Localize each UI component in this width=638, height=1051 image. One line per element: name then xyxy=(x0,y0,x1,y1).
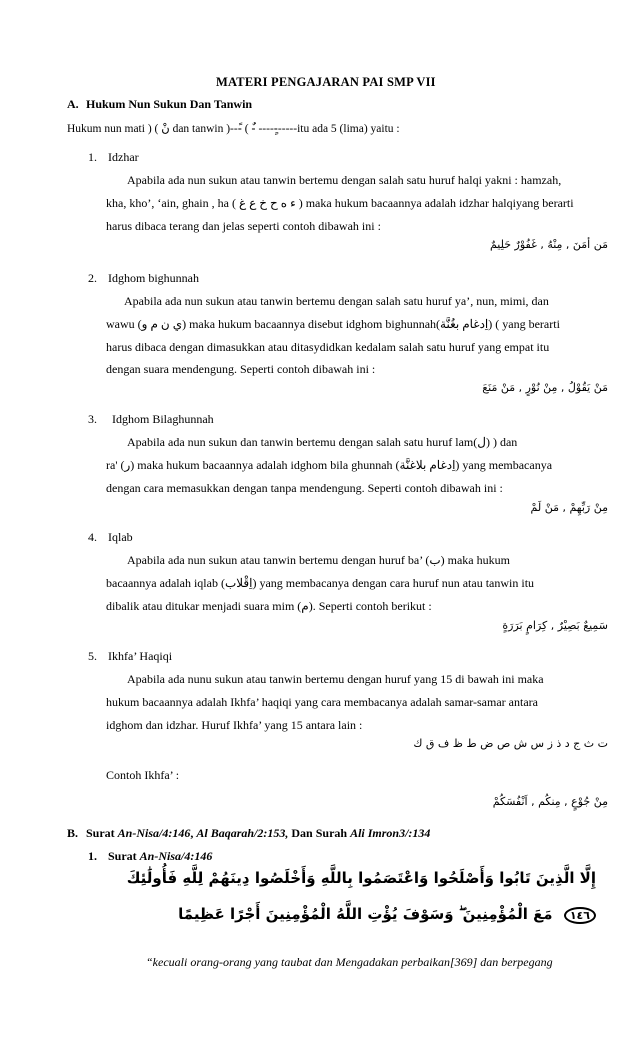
subsection-heading-ref: An-Nisa/4:146 xyxy=(139,849,213,863)
item-1-line-2: kha, kho’, ‘ain, ghain , ha ( ء ه ح خ ع غ ) maka hukum bacaannya adalah idzhar halqiyang berarti xyxy=(106,196,574,210)
item-5-line-3: idghom dan idzhar. Huruf Ikhfa’ yang 15 antara lain : xyxy=(106,718,363,732)
item-3-line-2: ra' (ر) maka hukum bacaannya adalah idghom bila ghunnah (اِدغام بلاغنَّة) yang membacanya xyxy=(106,458,553,472)
verse-translation: “kecuali orang-orang yang taubat dan Mengadakan perbaikan[369] dan berpegang xyxy=(146,955,553,969)
section-a-intro: Hukum nun mati ) ( نْ dan tanwin )---ً ( -ٌ -----ٍ-----itu ada 5 (lima) yaitu : xyxy=(67,123,400,135)
quran-verse-calligraphy xyxy=(96,867,596,943)
item-4-line-3: dibalik atau ditukar menjadi suara mim (م). Seperti contoh berikut : xyxy=(106,599,432,613)
section-b-label: B. xyxy=(67,826,79,840)
item-1-title: Idzhar xyxy=(108,150,139,164)
item-4-line-2: bacaannya adalah iqlab (اِقْلاب) yang membacanya dengan cara huruf nun atau tanwin itu xyxy=(106,576,535,590)
section-b-heading-prefix: Surat xyxy=(86,826,118,840)
item-3-line-1: Apabila ada nun sukun dan tanwin bertemu dengan salah satu huruf lam(ل) ) dan xyxy=(127,435,518,449)
item-4-number: 4. xyxy=(88,530,97,544)
item-4-title: Iqlab xyxy=(108,530,133,544)
item-3-example: مِنْ رَبِّهِمْ , مَنْ لَمْ xyxy=(530,501,608,514)
section-b-heading xyxy=(86,826,430,841)
item-1-line-3: harus dibaca terang dan jelas seperti contoh dibawah ini : xyxy=(106,219,381,233)
section-a-heading: Hukum Nun Sukun Dan Tanwin xyxy=(86,97,253,111)
verse-number-marker: ١٤٦ xyxy=(564,907,596,924)
section-b-heading-sep-2: Dan Surah xyxy=(288,826,351,840)
subsection-number: 1. xyxy=(88,849,97,863)
item-2-example: مَنْ يَقُوْلُ , مِنْ نُوْرٍ , مَنْ مَنَعَ xyxy=(482,381,608,394)
item-2-number: 2. xyxy=(88,271,97,285)
verse-line-2 xyxy=(178,905,596,924)
section-a-label: A. xyxy=(67,97,79,111)
ikhfa-letters: ت ث ج د ذ ز س ش ص ض ط ظ ف ق ك xyxy=(413,737,608,750)
item-4-example: سَمِيعٌ بَصِيْرٌ , كِرَامٍ بَرَرَةٍ xyxy=(502,619,608,632)
verse-line-2-text: مَعَ الْمُؤْمِنِينَ ۖ وَسَوْفَ يُؤْتِ اللَّهُ الْمُؤْمِنِينَ أَجْرًا عَظِيمًا xyxy=(178,905,553,923)
item-1-line-1: Apabila ada nun sukun atau tanwin bertemu dengan salah satu huruf halqi yakni : hamzah, xyxy=(127,173,562,187)
subsection-heading-prefix: Surat xyxy=(108,849,140,863)
section-b-heading-ref-2: Al Baqarah/2:153, xyxy=(196,826,289,840)
section-b-heading-ref-3: Ali Imron3/:134 xyxy=(350,826,431,840)
verse-line-1: إِلَّا الَّذِينَ تَابُوا وَأَصْلَحُوا وَاعْتَصَمُوا بِاللَّهِ وَأَخْلَصُوا دِينَهُمْ لِلَّهِ فَأُولَٰئِكَ xyxy=(126,869,596,887)
section-b-heading-ref-1: An-Nisa/4:146 xyxy=(117,826,191,840)
item-2-title: Idghom bighunnah xyxy=(108,271,199,285)
item-4-line-1: Apabila ada nun sukun atau tanwin bertemu dengan huruf ba’ (ب) maka hukum xyxy=(127,553,510,567)
subsection-heading xyxy=(108,849,212,864)
item-1-example: مَن أمَنَ , مِنْهُ , غَفُوْرٌ حَلِيمٌ xyxy=(489,238,608,251)
section-b-heading-sep-1: , xyxy=(190,826,197,840)
page-title: MATERI PENGAJARAN PAI SMP VII xyxy=(216,75,436,89)
item-5-example: مِنْ جُوْعٍ , مِنكُم , اَنْفُسَكُمْ xyxy=(492,795,608,808)
item-2-line-3: harus dibaca dengan dimasukkan atau ditasydidkan kedalam salah satu huruf yang empat itu xyxy=(106,340,550,354)
item-1-number: 1. xyxy=(88,150,97,164)
item-3-line-3: dengan cara memasukkan dengan tanpa mendengung. Seperti contoh dibawah ini : xyxy=(106,481,503,495)
contoh-ikhfa-label: Contoh Ikhfa’ : xyxy=(106,768,180,782)
item-5-title: Ikhfa’ Haqiqi xyxy=(108,649,173,663)
item-3-title: Idghom Bilaghunnah xyxy=(112,412,214,426)
item-5-line-1: Apabila ada nunu sukun atau tanwin bertemu dengan huruf yang 15 di bawah ini maka xyxy=(127,672,544,686)
item-2-line-2: wawu (ي ن م و) maka hukum bacaannya disebut idghom bighunnah(اِدغام بغُنَّة) ( yang berarti xyxy=(106,317,560,331)
item-5-number: 5. xyxy=(88,649,97,663)
item-2-line-1: Apabila ada nun sukun atau tanwin bertemu dengan salah satu huruf ya’, nun, mimi, dan xyxy=(124,294,549,308)
item-5-line-2: hukum bacaannya adalah Ikhfa’ haqiqi yang cara membacanya adalah samar-samar antara xyxy=(106,695,538,709)
item-2-line-4: dengan suara mendengung. Seperti contoh dibawah ini : xyxy=(106,362,376,376)
item-3-number: 3. xyxy=(88,412,97,426)
